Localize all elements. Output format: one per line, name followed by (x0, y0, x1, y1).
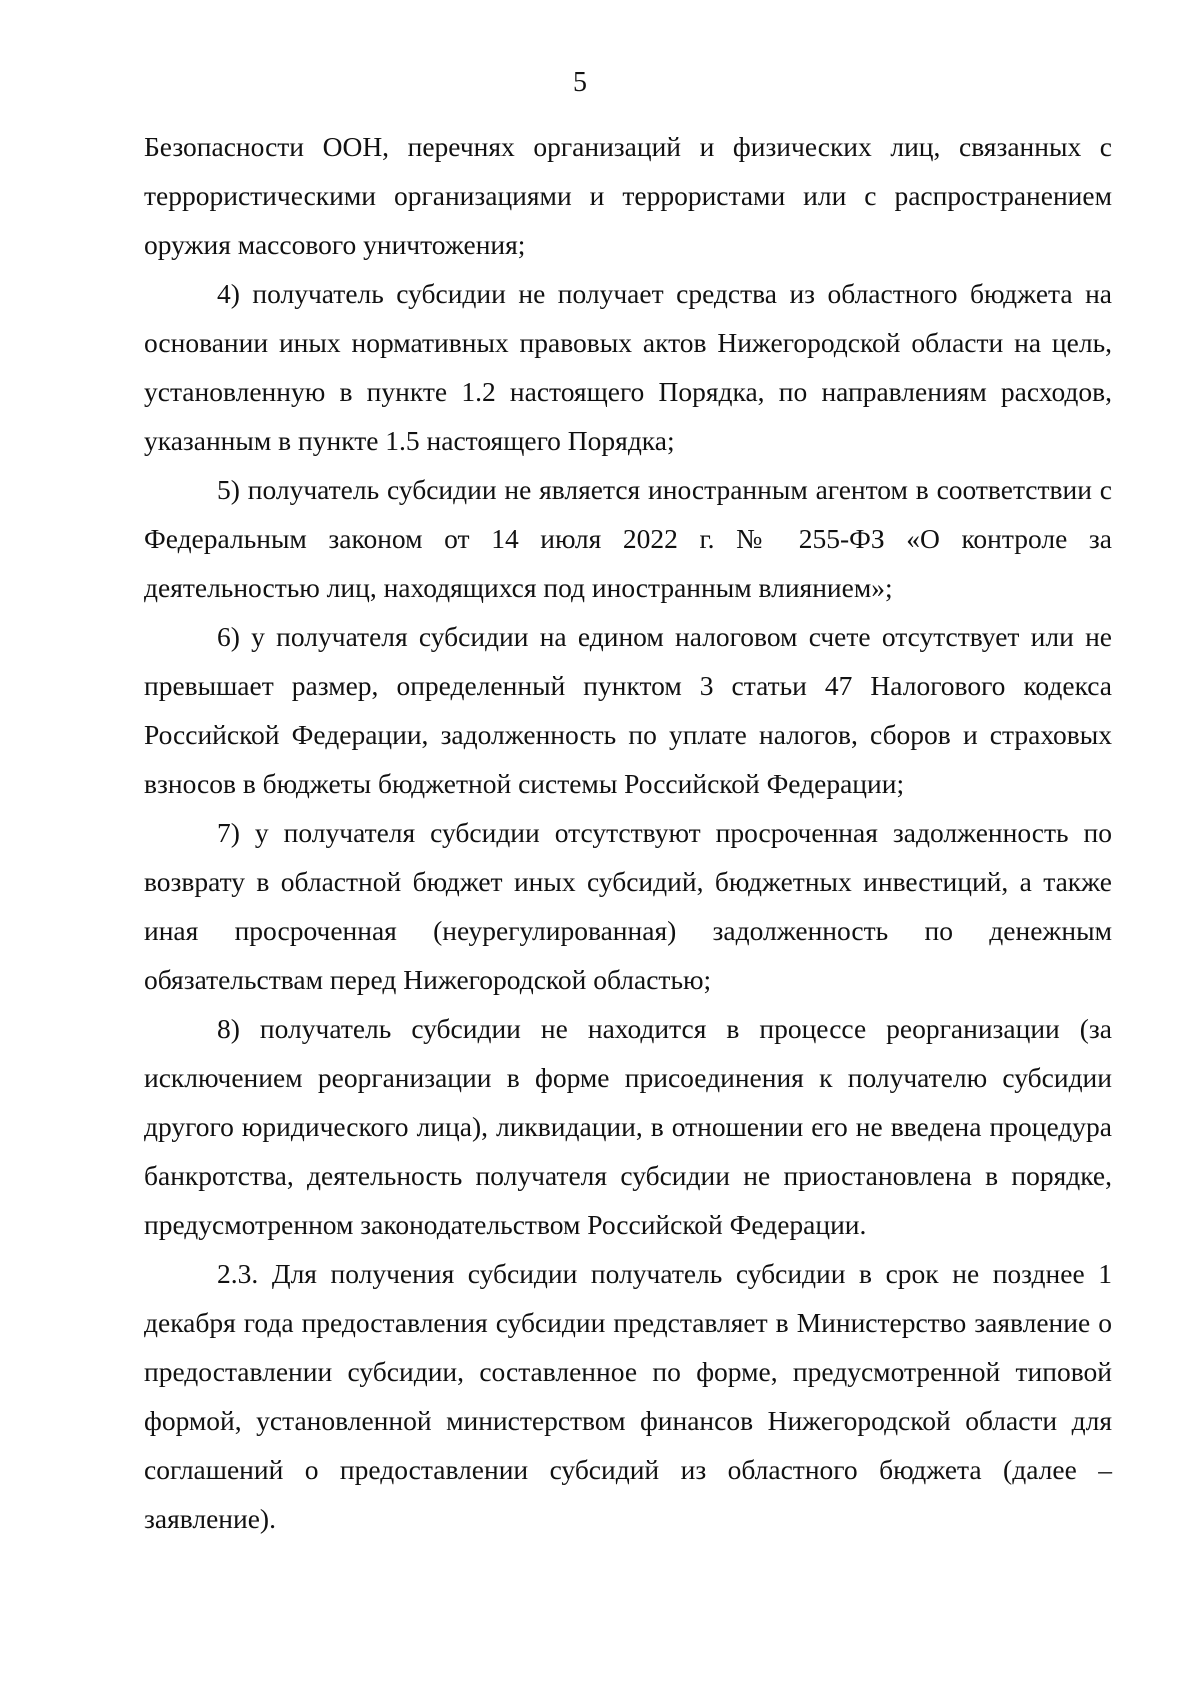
paragraph-item-5: 5) получатель субсидии не является иностранным агентом в соответствии с Федеральным законом от 14 июля 2022 г. № 255-ФЗ «О контроле за деятельностью лиц, находящихся под иностранным влиянием»; (144, 474, 1112, 603)
paragraph-item-7: 7) у получателя субсидии отсутствуют просроченная задолженность по возврату в областной бюджет иных субсидий, бюджетных инвестиций, а также иная просроченная (неурегулированная) задолженность по денежным обязательствам перед Нижегородской областью; (144, 817, 1112, 995)
paragraph-continuation: Безопасности ООН, перечнях организаций и физических лиц, связанных с террористическими организациями и террористами или с распространением оружия массового уничтожения; (144, 131, 1112, 260)
paragraph-item-4: 4) получатель субсидии не получает средства из областного бюджета на основании иных нормативных правовых актов Нижегородской области на цель, установленную в пункте 1.2 настоящего Порядка, по направлениям расходов, указанным в пункте 1.5 настоящего Порядка; (144, 278, 1112, 456)
paragraph-item-8: 8) получатель субсидии не находится в процессе реорганизации (за исключением реорганизации в форме присоединения к получателю субсидии другого юридического лица), ликвидации, в отношении его не введена процедура банкротства, деятельность получателя субсидии не приостановлена в порядке, предусмотренном законодательством Российской Федерации. (144, 1013, 1112, 1240)
document-body (144, 122, 1112, 1543)
paragraph-section-2-3: 2.3. Для получения субсидии получатель субсидии в срок не позднее 1 декабря года предоставления субсидии представляет в Министерство заявление о предоставлении субсидии, составленное по форме, предусмотренной типовой формой, установленной министерством финансов Нижегородской области для соглашений о предоставлении субсидий из областного бюджета (далее – заявление). (144, 1258, 1112, 1534)
page-number: 5 (573, 67, 587, 98)
paragraph-item-6: 6) у получателя субсидии на едином налоговом счете отсутствует или не превышает размер, определенный пунктом 3 статьи 47 Налогового кодекса Российской Федерации, задолженность по уплате налогов, сборов и страховых взносов в бюджеты бюджетной системы Российской Федерации; (144, 621, 1112, 799)
